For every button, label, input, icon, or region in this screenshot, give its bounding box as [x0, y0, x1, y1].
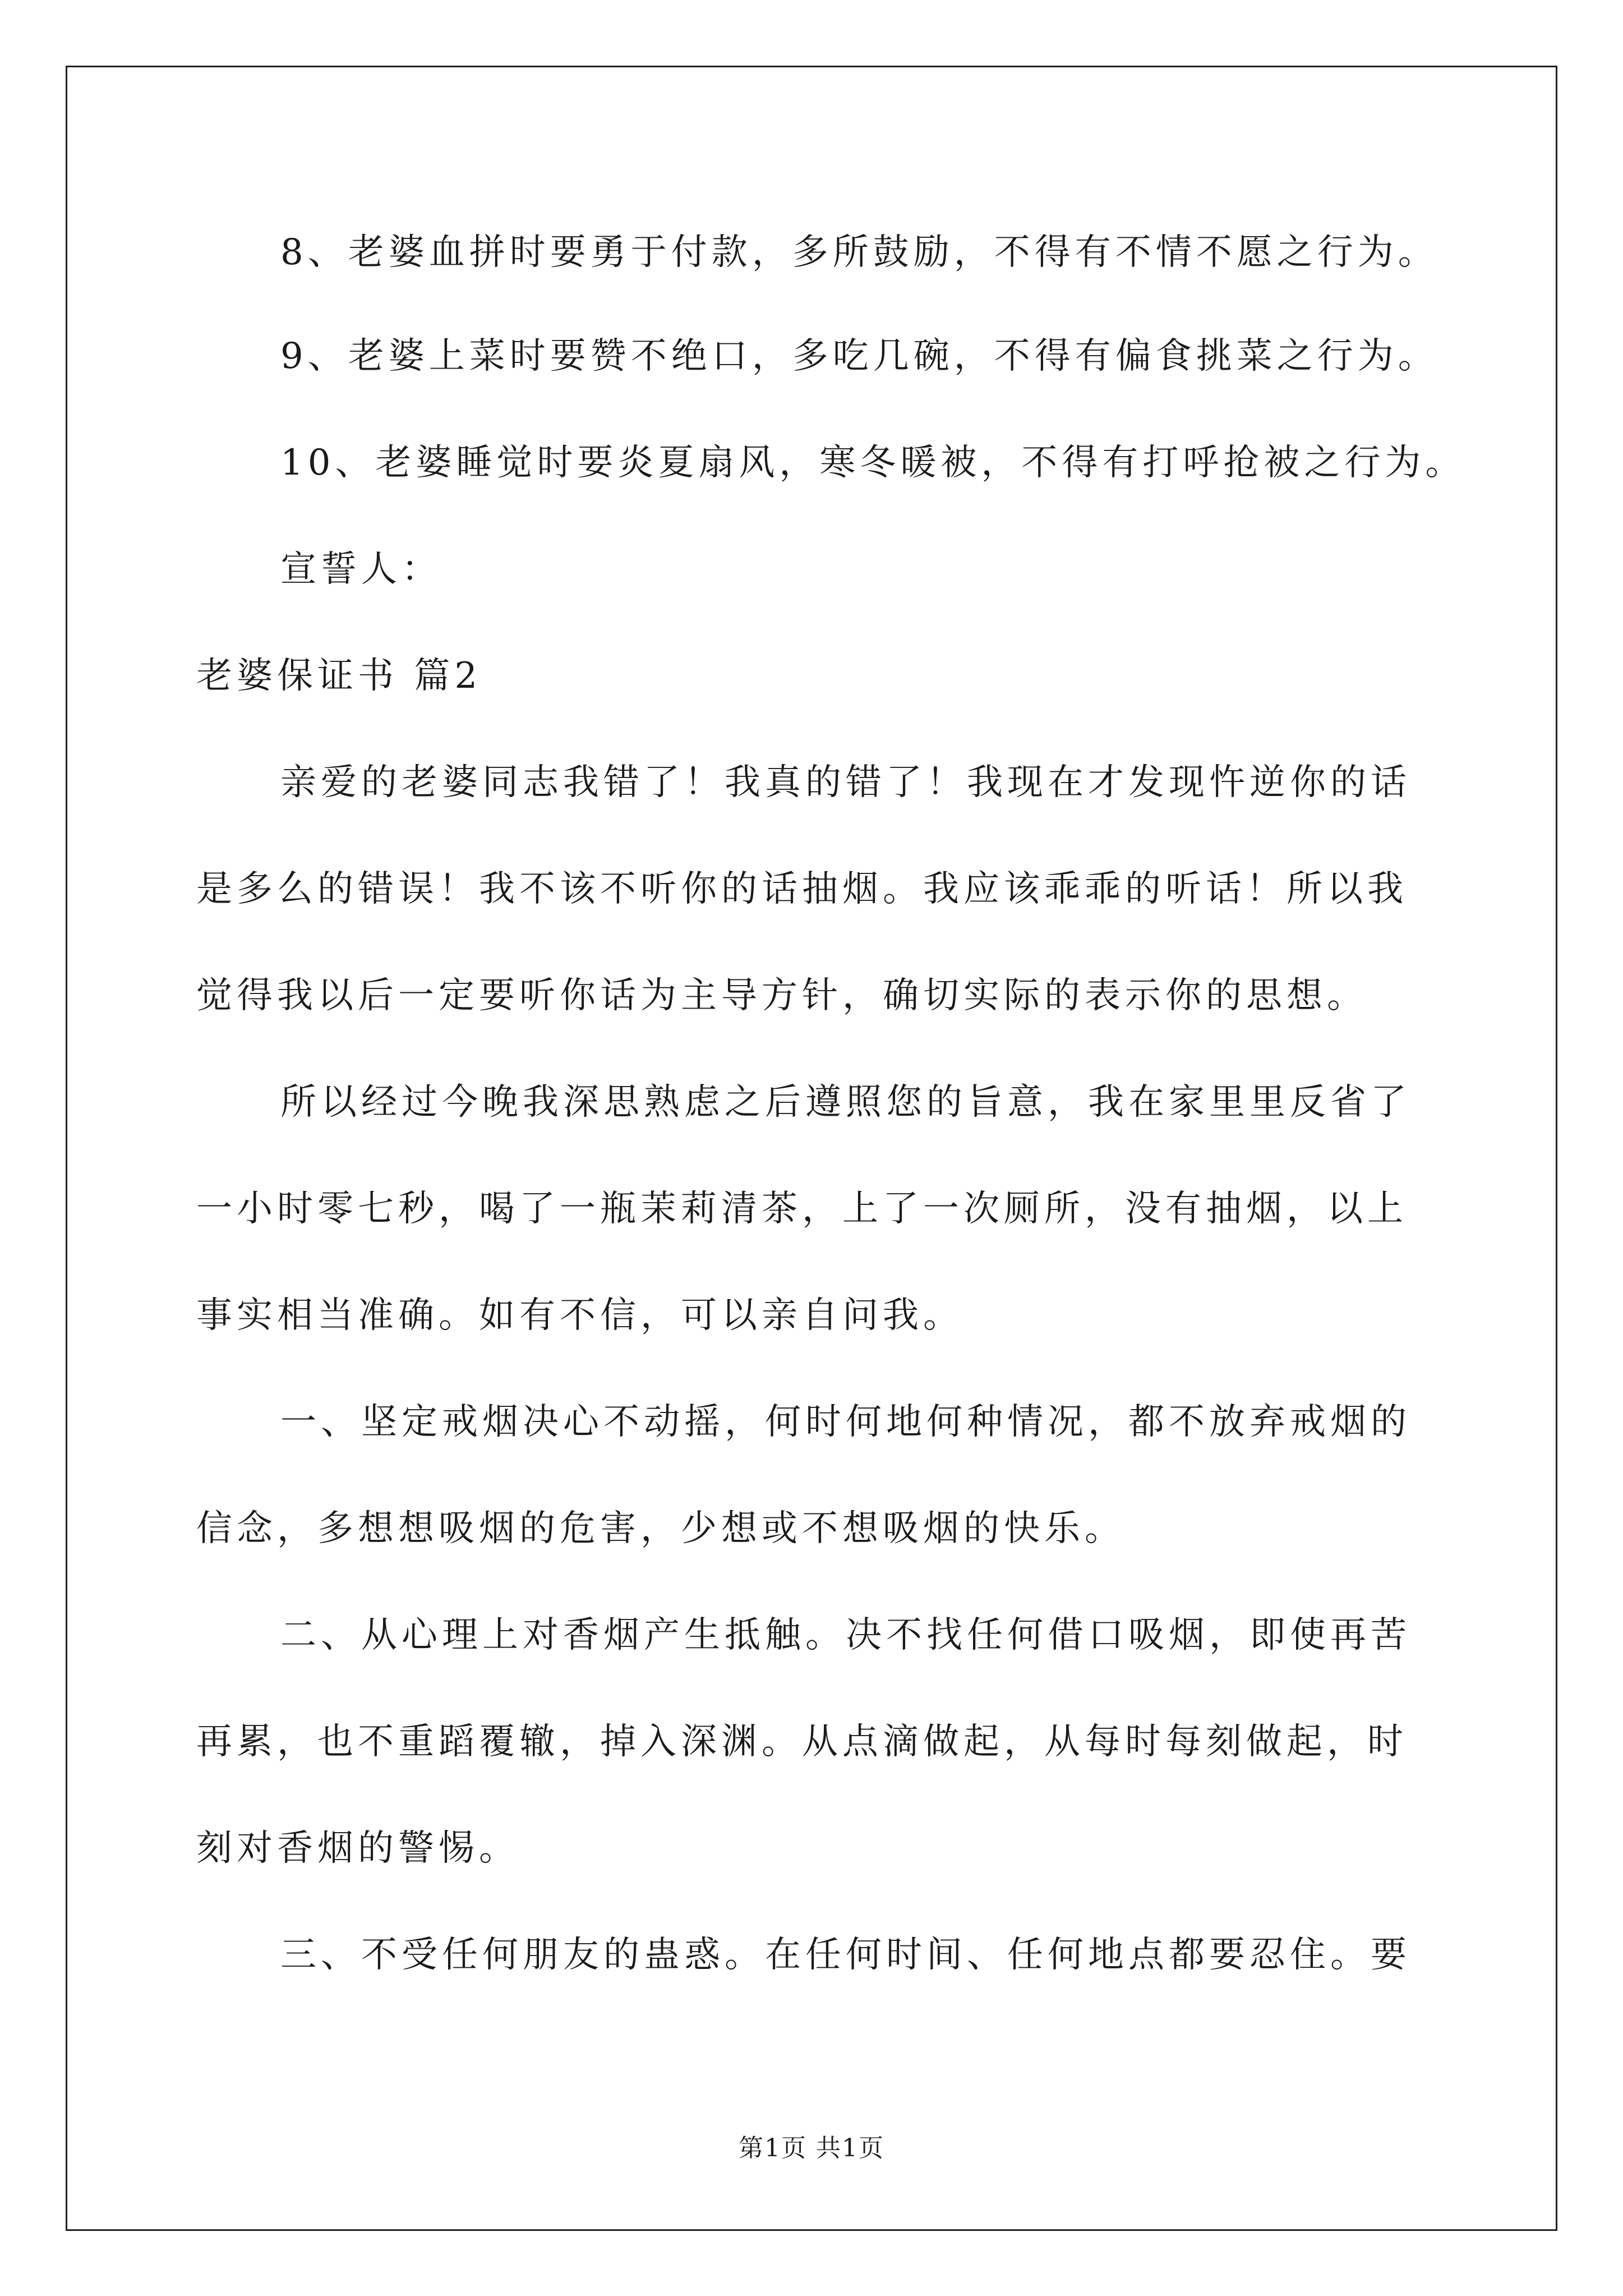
text-line: 亲爱的老婆同志我错了！我真的错了！我现在才发现忤逆你的话 [280, 762, 1411, 803]
text-line: 三、不受任何朋友的蛊惑。在任何时间、任何地点都要忍住。要 [280, 1934, 1411, 1976]
text-line: 宣誓人： [280, 549, 442, 590]
text-line: 再累，也不重蹈覆辙，掉入深渊。从点滴做起，从每时每刻做起，时 [196, 1721, 1408, 1763]
text-line: 事实相当准确。如有不信，可以亲自问我。 [196, 1295, 963, 1336]
text-line: 信念，多想想吸烟的危害，少想或不想吸烟的快乐。 [196, 1508, 1125, 1549]
text-line: 是多么的错误！我不该不听你的话抽烟。我应该乖乖的听话！所以我 [196, 868, 1408, 910]
page-number-footer: 第1页 共1页 [739, 2134, 884, 2162]
text-line: 觉得我以后一定要听你话为主导方针，确切实际的表示你的思想。 [196, 975, 1367, 1016]
text-line: 10、老婆睡觉时要炎夏扇风，寒冬暖被，不得有打呼抢被之行为。 [280, 442, 1466, 484]
text-line: 刻对香烟的警惕。 [196, 1828, 519, 1869]
text-line: 所以经过今晚我深思熟虑之后遵照您的旨意，我在家里里反省了 [280, 1082, 1411, 1123]
text-line: 8、老婆血拼时要勇于付款，多所鼓励，不得有不情不愿之行为。 [280, 232, 1438, 273]
text-line: 一、坚定戒烟决心不动摇，何时何地何种情况，都不放弃戒烟的 [280, 1401, 1411, 1443]
text-line: 二、从心理上对香烟产生抵触。决不找任何借口吸烟，即使再苦 [280, 1614, 1411, 1656]
text-line: 一小时零七秒，喝了一瓶茉莉清茶，上了一次厕所，没有抽烟，以上 [196, 1188, 1408, 1230]
text-line: 9、老婆上菜时要赞不绝口，多吃几碗，不得有偏食挑菜之行为。 [280, 335, 1438, 377]
section-heading: 老婆保证书 篇2 [196, 655, 482, 697]
page-border [66, 66, 1557, 2231]
